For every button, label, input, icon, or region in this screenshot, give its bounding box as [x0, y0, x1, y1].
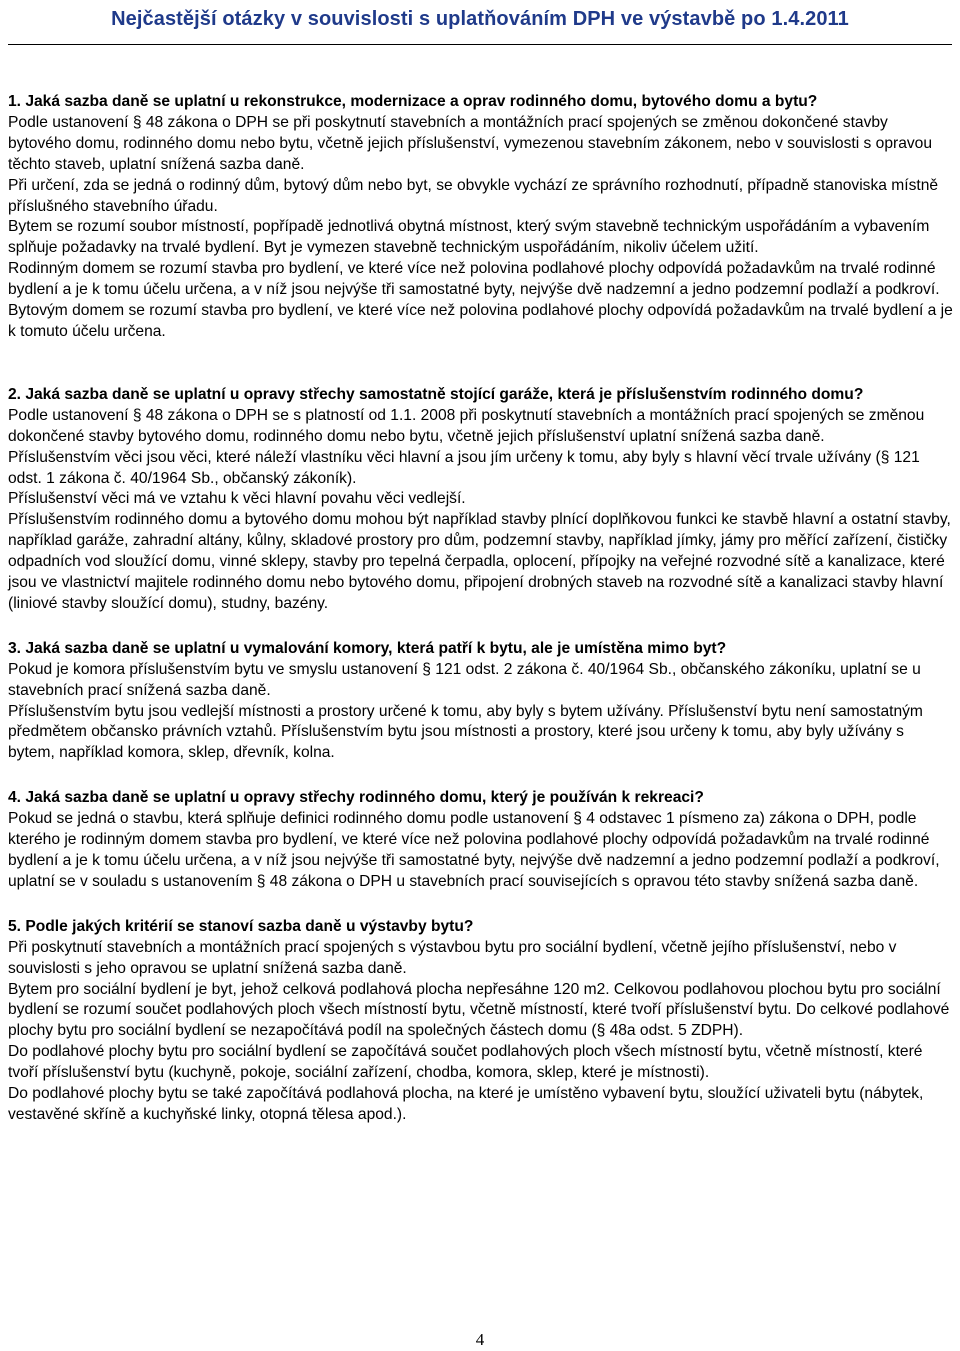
paragraph: Podle ustanovení § 48 zákona o DPH se při poskytnutí stavebních a montážních prací spojených se změnou dokončené stavby bytového domu, rodinného domu nebo bytu, včetně jejich příslušenství, vymezenou stavebním zákonem, nebo v souvislosti s opravou těchto staveb, uplatní snížená sazba daně. [8, 113, 933, 173]
paragraph: Bytovým domem se rozumí stavba pro bydlení, ve které více než polovina podlahové plochy odpovídá požadavkům na trvalé bydlení a je k tomuto účelu určena. [8, 302, 953, 340]
paragraph: Bytem pro sociální bydlení je byt, jehož celková podlahová plocha nepřesáhne 120 m2. Celkovou podlahovou plochou bytu pro sociální bydlení se rozumí součet podlahových ploch všech místností bytu, včetně místností, které tvoří příslušenství bytu. Do celkové podlahové plochy bytu pro sociální bydlení se nezapočítává podíl na společných částech domu (§ 48a odst. 5 ZDPH). [8, 980, 950, 1040]
question-2: 2. Jaká sazba daně se uplatní u opravy střechy samostatně stojící garáže, která je příslušenstvím rodinného domu? [8, 385, 864, 403]
paragraph: Příslušenstvím rodinného domu a bytového domu mohou být například stavby plnící doplňkovou funkci ke stavbě hlavní a ostatní stavby, například garáže, zahradní altány, kůlny, skladové prostory pro dům, podzemní stavby, například jímky, jámy pro měřící zařízení, čističky odpadních vod sloužící domu, vinné sklepy, stavby pro tepelná čerpadla, oplocení, přípojky na veřejné rozvodné sítě a kanalizace, které jsou ve vlastnictví majitele rodinného domu nebo bytového domu, připojení drobných staveb na rozvodné sítě a kanalizaci stavby hlavní (liniové stavby sloužící domu), studny, bazény. [8, 511, 951, 612]
question-5: 5. Podle jakých kritérií se stanoví sazba daně u výstavby bytu? [8, 917, 474, 935]
question-3: 3. Jaká sazba daně se uplatní u vymalování komory, která patří k bytu, ale je umístěna mimo byt? [8, 639, 727, 657]
section-spacer [8, 764, 954, 788]
paragraph: Do podlahové plochy bytu se také započítává podlahová plocha, na které je umístěno vybavení bytu, sloužící uživateli bytu (nábytek, vestavěné skříně a kuchyňské linky, otopná tělesa apod.). [8, 1085, 924, 1123]
paragraph: Příslušenství věci má ve vztahu k věci hlavní povahu věci vedlejší. [8, 490, 466, 508]
paragraph: Pokud je komora příslušenstvím bytu ve smyslu ustanovení § 121 odst. 2 zákona č. 40/1964 Sb., občanského zákoníku, uplatní se u stavebních prací snížená sazba daně. [8, 660, 921, 699]
paragraph: Bytem se rozumí soubor místností, popřípadě jednotlivá obytná místnost, který svým stavebně technickým uspořádáním a vybavením splňuje požadavky na trvalé bydlení. Byt je vymezen stavebně technickým uspořádáním, nikoliv účelem užití. [8, 218, 930, 257]
paragraph: Při poskytnutí stavebních a montážních prací spojených s výstavbou bytu pro sociální bydlení, včetně jejího příslušenství, nebo v souvislosti s jeho opravou se uplatní snížená sazba daně. [8, 938, 897, 977]
page-number: 4 [475, 1330, 485, 1349]
paragraph: Příslušenstvím věci jsou věci, které náleží vlastníku věci hlavní a jsou jím určeny k tomu, aby byly s hlavní věcí trvale užívány (§ 121 odst. 1 zákona č. 40/1964 Sb., občanský zákoník). [8, 448, 920, 487]
paragraph: Do podlahové plochy bytu pro sociální bydlení se započítává součet podlahových ploch všech místností bytu, včetně místností, které tvoří příslušenství bytu (kuchyně, pokoje, sociální zařízení, chodba, komora, sklep, které je místnosti). [8, 1043, 923, 1082]
header-divider [8, 44, 952, 45]
page-title: Nejčastější otázky v souvislosti s uplatňováním DPH ve výstavbě po 1.4.2011 [111, 8, 849, 30]
section-spacer [8, 615, 954, 639]
paragraph: Podle ustanovení § 48 zákona o DPH se s platností od 1.1. 2008 při poskytnutí stavebních a montážních prací spojených se změnou dokončené stavby bytového domu, rodinného domu nebo bytu, včetně jejich příslušenství uplatní snížená sazba daně. [8, 406, 925, 445]
section-spacer [8, 893, 954, 917]
paragraph: Příslušenstvím bytu jsou vedlejší místnosti a prostory určené k tomu, aby byly s bytem užívány. Příslušenství bytu není samostatným předmětem občansko právních vztahů. Příslušenstvím bytu jsou místnosti a prostory, které jsou určeny k tomu, aby byly užívány s bytem, například komora, sklep, dřevník, kolna. [8, 702, 923, 762]
paragraph: Pokud se jedná o stavbu, která splňuje definici rodinného domu podle ustanovení § 4 odstavec 1 písmeno za) zákona o DPH, podle kterého je rodinným domem stavba pro bydlení, ve které více než polovina podlahové plochy odpovídá požadavkům na trvalé rodinné bydlení a je k tomu účelu určena, a v níž jsou nejvýše tři samostatné byty, nejvýše dvě nadzemní a jedno podzemní podlaží a podkroví, uplatní se v souladu s ustanovením § 48 zákona o DPH u stavebních prací souvisejících s opravou této stavby snížená sazba daně. [8, 810, 940, 890]
paragraph: Při určení, zda se jedná o rodinný dům, bytový dům nebo byt, se obvykle vychází ze správního rozhodnutí, případně stanoviska místně příslušného stavebního úřadu. [8, 176, 939, 215]
question-4: 4. Jaká sazba daně se uplatní u opravy střechy rodinného domu, který je používán k rekreaci? [8, 789, 704, 807]
section-spacer [8, 343, 954, 385]
document-body [8, 92, 954, 1126]
paragraph: Rodinným domem se rozumí stavba pro bydlení, ve které více než polovina podlahové plochy odpovídá požadavkům na trvalé rodinné bydlení a je k tomu účelu určena, a v níž jsou nejvýše tři samostatné byty, nejvýše dvě nadzemní a jedno podzemní podlaží a podkroví. [8, 260, 940, 299]
question-1: 1. Jaká sazba daně se uplatní u rekonstrukce, modernizace a oprav rodinného domu, bytového domu a bytu? [8, 93, 818, 110]
